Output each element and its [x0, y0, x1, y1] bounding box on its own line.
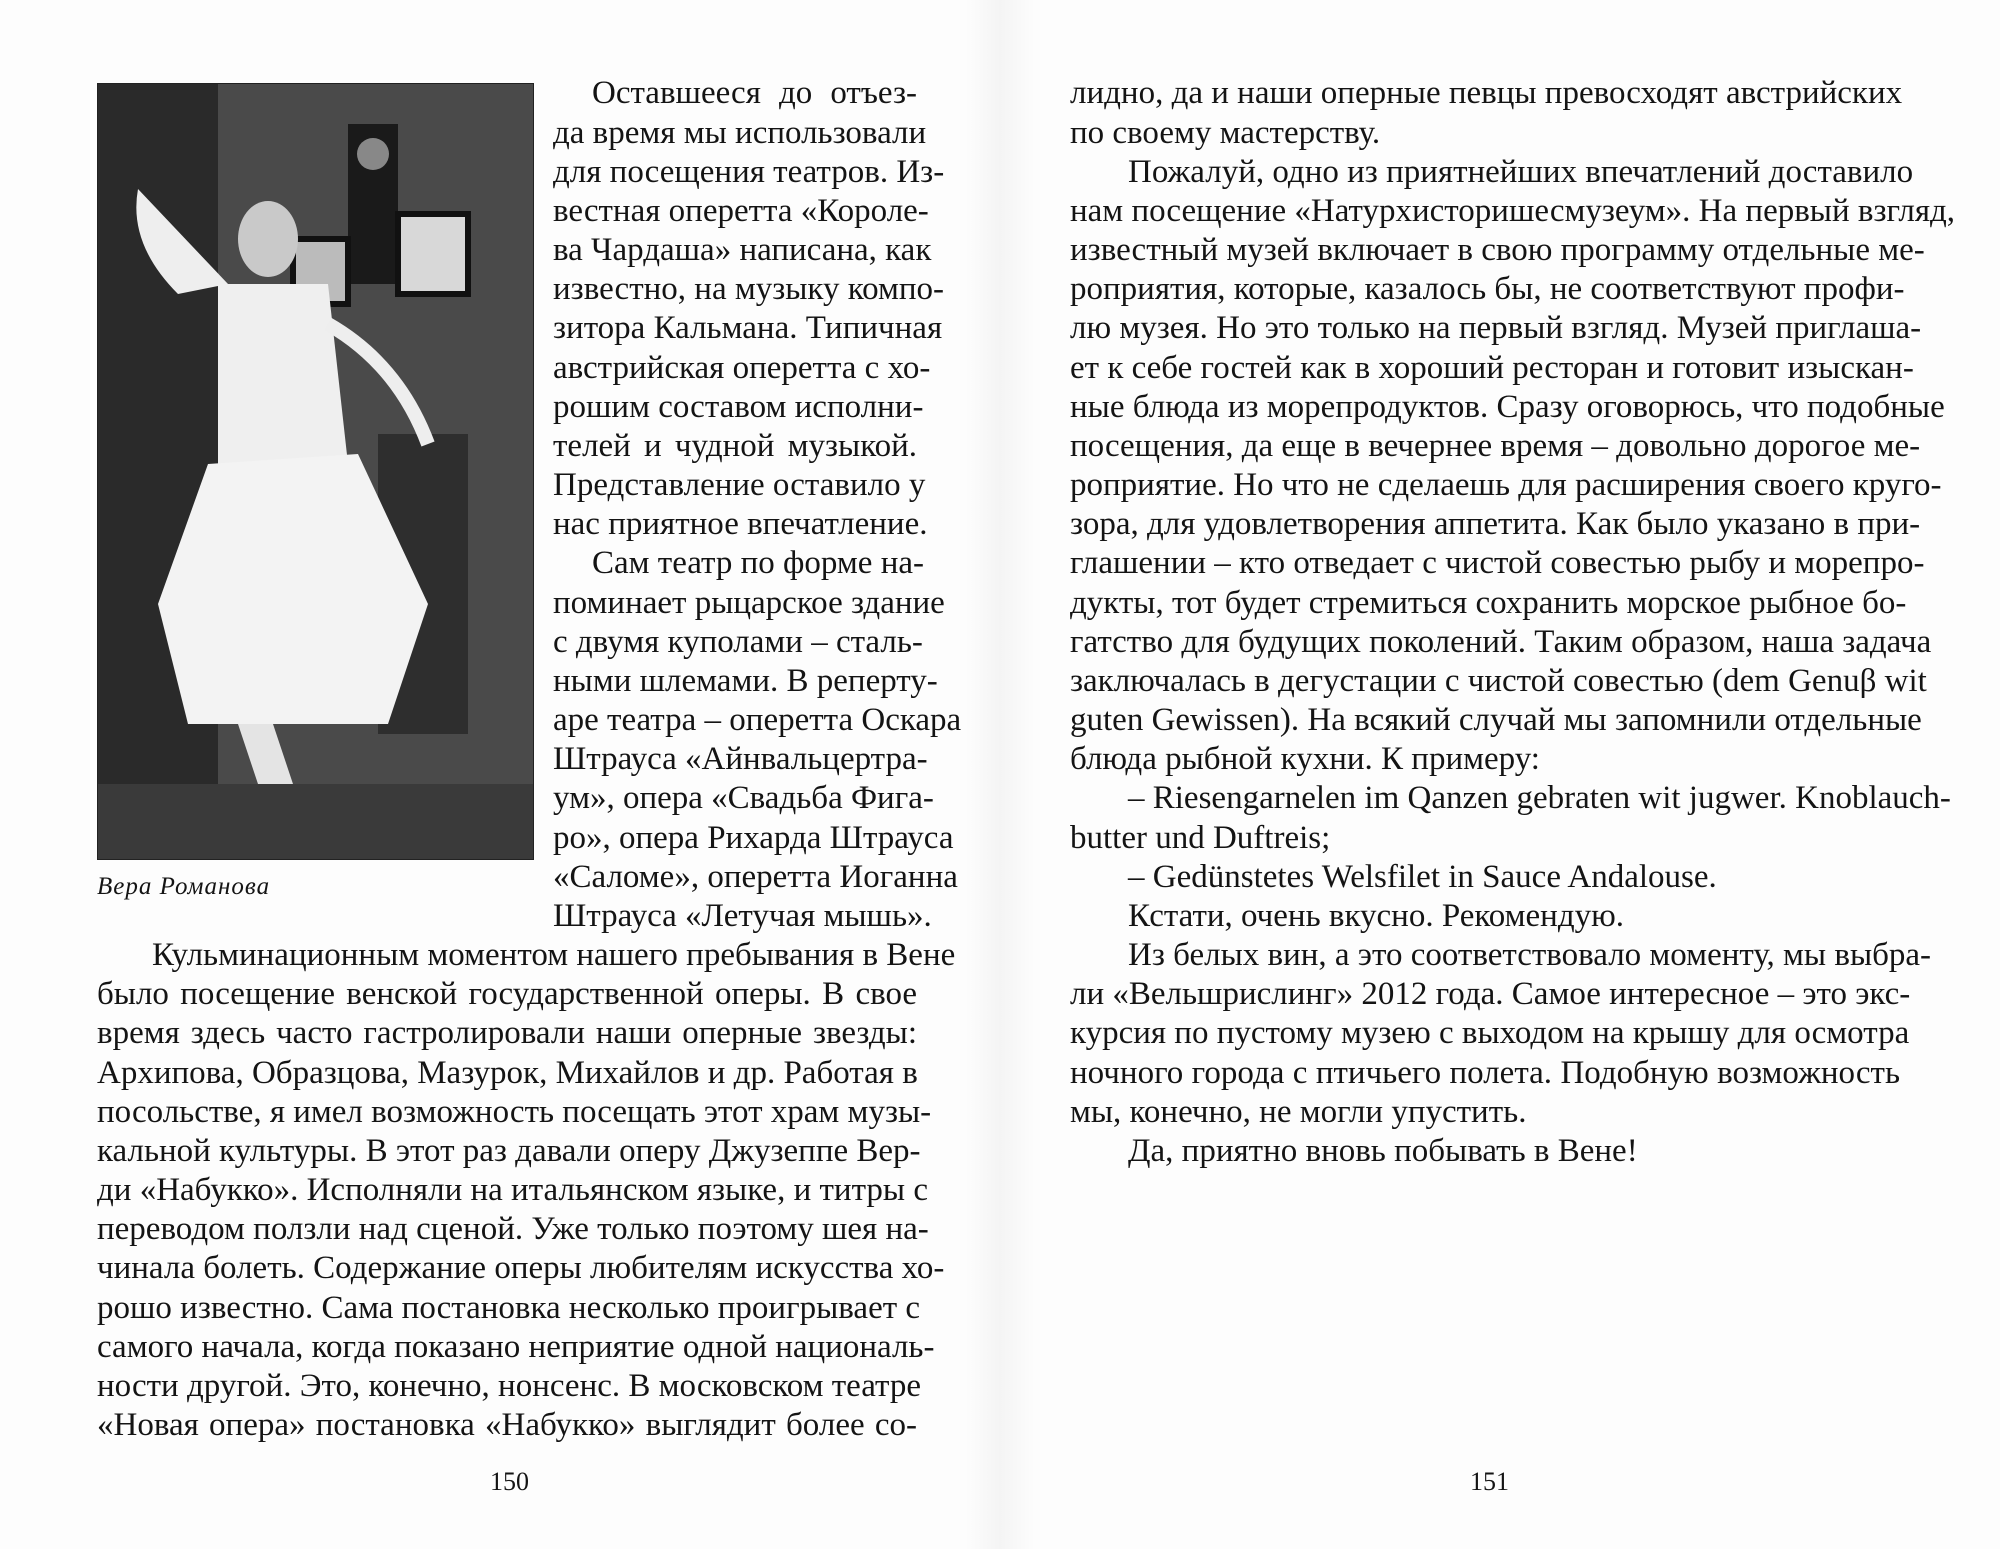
- text-line: ности другой. Это, конечно, нонсенс. В московском театре: [97, 1368, 921, 1404]
- text-line: ет к себе гостей как в хороший ресторан и готовит изыскан-: [1070, 350, 1914, 386]
- text-line: известно, на музыку компо-: [553, 271, 945, 307]
- text-line: чинала болеть. Содержание оперы любителям искусства хо-: [97, 1250, 945, 1286]
- text-line: кальной культуры. В этот раз давали оперу Джузеппе Вер-: [97, 1133, 921, 1169]
- text-line: для посещения театров. Из-: [553, 154, 945, 190]
- text-line: ва Чардаша» написана, как: [553, 232, 932, 268]
- text-line: рошо известно. Сама постановка несколько проигрывает с: [97, 1290, 921, 1326]
- text-line: butter und Duftreis;: [1070, 820, 1331, 856]
- text-line: зора, для удовлетворения аппетита. Как было указано в при-: [1070, 506, 1921, 542]
- text-line: лидно, да и наши оперные певцы превосходят австрийских: [1070, 75, 1903, 111]
- text-line: известный музей включает в свою программу отдельные ме-: [1070, 232, 1925, 268]
- text-line: рошим составом исполни-: [553, 389, 924, 425]
- text-line: глашении – кто отведает с чистой совестью рыбу и морепро-: [1070, 545, 1925, 581]
- text-line: – Gedünstetes Welsfilet in Sauce Andalouse.: [1128, 859, 1717, 895]
- text-line: посольстве, я имел возможность посещать этот храм музы-: [97, 1094, 932, 1130]
- text-line: австрийская оперетта с хо-: [553, 350, 931, 386]
- right-page: [1000, 0, 2000, 1549]
- text-line: заключалась в дегустации с чистой совестью (dem Genuβ wit: [1070, 663, 1927, 699]
- text-line: ли «Вельшрислинг» 2012 года. Самое интересное – это экс-: [1070, 976, 1911, 1012]
- text-line: ум», опера «Свадьба Фига-: [553, 780, 934, 816]
- text-line: с двумя куполами – сталь-: [553, 624, 923, 660]
- text-line: Кульминационным моментом нашего пребывания в Вене: [152, 937, 956, 973]
- text-line: Архипова, Образцова, Мазурок, Михайлов и др. Работая в: [97, 1055, 918, 1091]
- text-line: аре театра – оперетта Оскара: [553, 702, 962, 738]
- text-line: ные блюда из морепродуктов. Сразу оговорюсь, что подобные: [1070, 389, 1945, 425]
- text-line: по своему мастерству.: [1070, 115, 1381, 151]
- text-line: Из белых вин, а это соответствовало моменту, мы выбра-: [1128, 937, 1932, 973]
- text-line: посещения, да еще в вечернее время – довольно дорогое ме-: [1070, 428, 1921, 464]
- text-line: нас приятное впечатление.: [553, 506, 928, 542]
- text-line: самого начала, когда показано неприятие одной националь-: [97, 1329, 935, 1365]
- photo-vera-romanova: [97, 83, 534, 860]
- text-line: да время мы использовали: [553, 115, 927, 151]
- text-line: мы, конечно, не могли упустить.: [1070, 1094, 1527, 1130]
- text-line: время здесь часто гастролировали наши оперные звезды:: [97, 1015, 917, 1051]
- text-line: ро», опера Рихарда Штрауса: [553, 820, 954, 856]
- text-line: лю музея. Но это только на первый взгляд. Музей приглаша-: [1070, 310, 1922, 346]
- text-line: – Riesengarnelen im Qanzen gebraten wit jugwer. Knoblauch-: [1128, 780, 1951, 816]
- text-line: Штрауса «Айнвальцертра-: [553, 741, 928, 777]
- text-line: Пожалуй, одно из приятнейших впечатлений доставило: [1128, 154, 1914, 190]
- text-line: переводом ползли над сценой. Уже только поэтому шея на-: [97, 1211, 929, 1247]
- photo-caption: Вера Романова: [97, 873, 271, 900]
- text-line: guten Gewissen). На всякий случай мы запомнили отдельные: [1070, 702, 1922, 738]
- text-line: гатство для будущих поколений. Таким образом, наша задача: [1070, 624, 1932, 660]
- text-line: курсия по пустому музею с выходом на крышу для осмотра: [1070, 1015, 1910, 1051]
- text-line: нам посещение «Натурхисторишесмузеум». На первый взгляд,: [1070, 193, 1956, 229]
- text-line: дукты, тот будет стремиться сохранить морское рыбное бо-: [1070, 585, 1907, 621]
- text-line: «Новая опера» постановка «Набукко» выглядит более со-: [97, 1407, 917, 1443]
- text-line: Оставшееся до отъез-: [592, 75, 917, 111]
- text-line: было посещение венской государственной оперы. В свое: [97, 976, 917, 1012]
- page-number: 150: [490, 1467, 529, 1496]
- text-line: Представление оставило у: [553, 467, 926, 503]
- text-line: телей и чудной музыкой.: [553, 428, 917, 464]
- text-line: Кстати, очень вкусно. Рекомендую.: [1128, 898, 1625, 934]
- text-line: «Саломе», оперетта Иоганна: [553, 859, 958, 895]
- text-line: блюда рыбной кухни. К примеру:: [1070, 741, 1540, 777]
- page-number: 151: [1470, 1467, 1509, 1496]
- text-line: вестная оперетта «Короле-: [553, 193, 929, 229]
- text-line: роприятие. Но что не сделаешь для расширения своего круго-: [1070, 467, 1942, 503]
- text-line: Да, приятно вновь побывать в Вене!: [1128, 1133, 1638, 1169]
- text-line: зитора Кальмана. Типичная: [553, 310, 943, 346]
- text-line: Штрауса «Летучая мышь».: [553, 898, 932, 934]
- text-line: ди «Набукко». Исполняли на итальянском языке, и титры с: [97, 1172, 928, 1208]
- text-line: ночного города с птичьего полета. Подобную возможность: [1070, 1055, 1900, 1091]
- text-line: ными шлемами. В реперту-: [553, 663, 938, 699]
- text-line: поминает рыцарское здание: [553, 585, 945, 621]
- text-line: Сам театр по форме на-: [592, 545, 924, 581]
- text-line: роприятия, которые, казалось бы, не соответствуют профи-: [1070, 271, 1905, 307]
